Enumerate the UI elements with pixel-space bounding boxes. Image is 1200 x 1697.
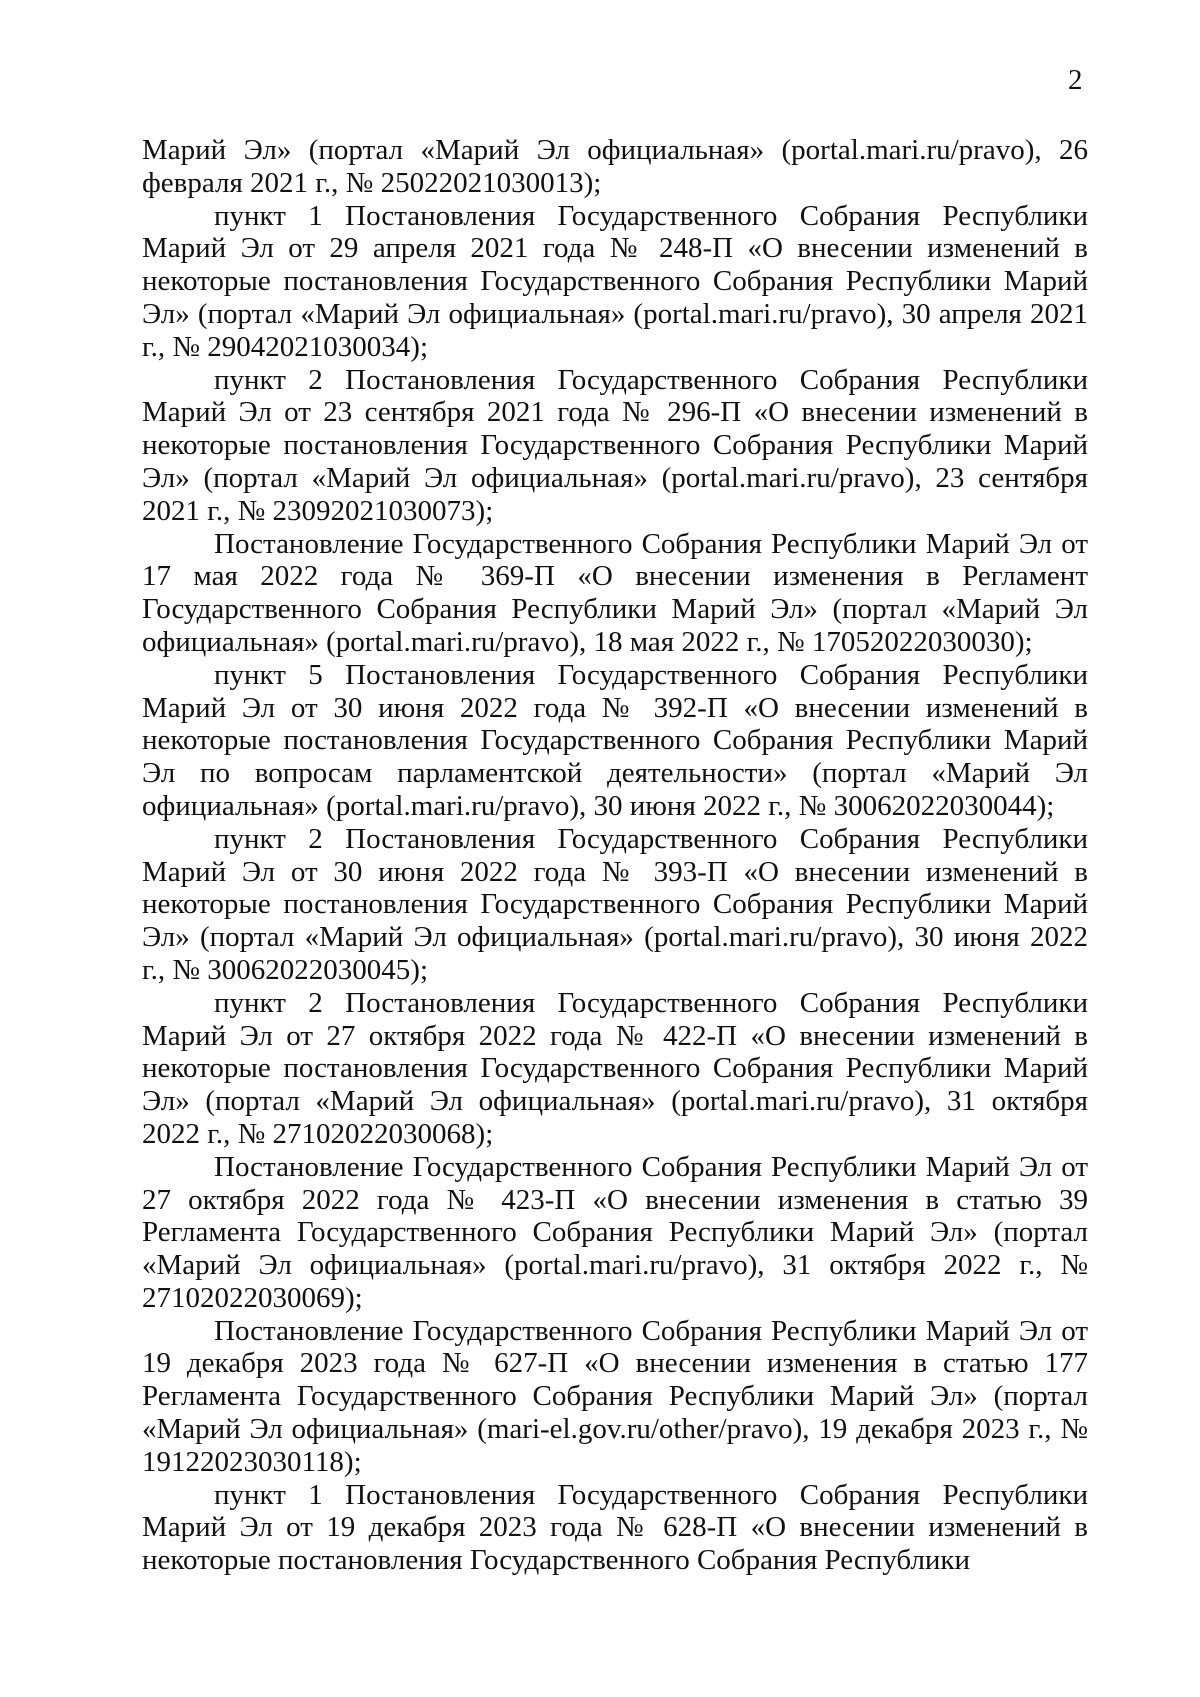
paragraph-continuation: Марий Эл» (портал «Марий Эл официальная» (portal.mari.ru/pravo), 26 февраля 2021 г., № 25022021030013);	[142, 134, 1088, 199]
page-number: 2	[1068, 64, 1083, 96]
paragraph: Постановление Государственного Собрания Республики Марий Эл от 19 декабря 2023 года № 627-П «О внесении изменения в статью 177 Регламента Государственного Собрания Республики Марий Эл» (портал «Марий Эл официальная» (mari-el.gov.ru/other/pravo), 19 декабря 2023 г., № 19122023030118);	[142, 1314, 1088, 1478]
document-body	[142, 134, 1088, 1577]
paragraph: пункт 5 Постановления Государственного Собрания Республики Марий Эл от 30 июня 2022 года № 392-П «О внесении изменений в некоторые постановления Государственного Собрания Республики Марий Эл по вопросам парламентской деятельности» (портал «Марий Эл официальная» (portal.mari.ru/pravo), 30 июня 2022 г., № 30062022030044);	[142, 658, 1088, 822]
paragraph: Постановление Государственного Собрания Республики Марий Эл от 17 мая 2022 года № 369-П «О внесении изменения в Регламент Государственного Собрания Республики Марий Эл» (портал «Марий Эл официальная» (portal.mari.ru/pravo), 18 мая 2022 г., № 17052022030030);	[142, 527, 1088, 658]
paragraph: Постановление Государственного Собрания Республики Марий Эл от 27 октября 2022 года № 423-П «О внесении изменения в статью 39 Регламента Государственного Собрания Республики Марий Эл» (портал «Марий Эл официальная» (portal.mari.ru/pravo), 31 октября 2022 г., № 27102022030069);	[142, 1150, 1088, 1314]
paragraph: пункт 1 Постановления Государственного Собрания Республики Марий Эл от 19 декабря 2023 года № 628-П «О внесении изменений в некоторые постановления Государственного Собрания Республики	[142, 1478, 1088, 1577]
paragraph: пункт 2 Постановления Государственного Собрания Республики Марий Эл от 23 сентября 2021 года № 296-П «О внесении изменений в некоторые постановления Государственного Собрания Республики Марий Эл» (портал «Марий Эл официальная» (portal.mari.ru/pravo), 23 сентября 2021 г., № 23092021030073);	[142, 363, 1088, 527]
paragraph: пункт 1 Постановления Государственного Собрания Республики Марий Эл от 29 апреля 2021 года № 248-П «О внесении изменений в некоторые постановления Государственного Собрания Республики Марий Эл» (портал «Марий Эл официальная» (portal.mari.ru/pravo), 30 апреля 2021 г., № 29042021030034);	[142, 199, 1088, 363]
paragraph: пункт 2 Постановления Государственного Собрания Республики Марий Эл от 27 октября 2022 года № 422-П «О внесении изменений в некоторые постановления Государственного Собрания Республики Марий Эл» (портал «Марий Эл официальная» (portal.mari.ru/pravo), 31 октября 2022 г., № 27102022030068);	[142, 986, 1088, 1150]
paragraph: пункт 2 Постановления Государственного Собрания Республики Марий Эл от 30 июня 2022 года № 393-П «О внесении изменений в некоторые постановления Государственного Собрания Республики Марий Эл» (портал «Марий Эл официальная» (portal.mari.ru/pravo), 30 июня 2022 г., № 30062022030045);	[142, 822, 1088, 986]
